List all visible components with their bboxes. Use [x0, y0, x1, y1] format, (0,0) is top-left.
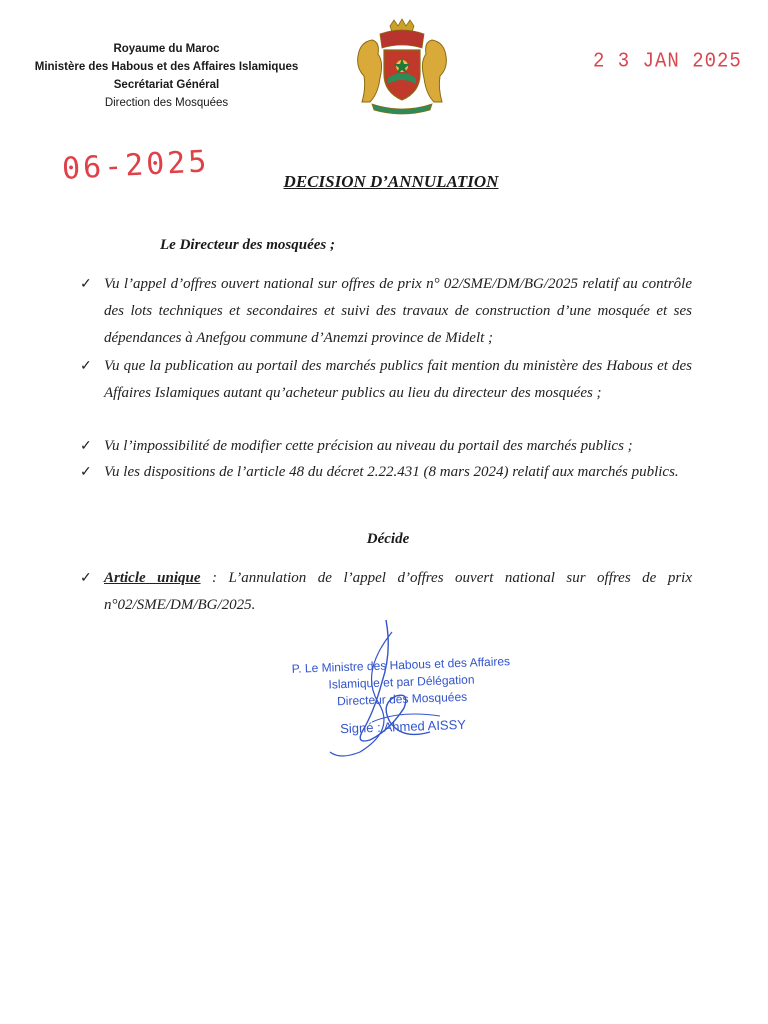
letterhead	[14, 40, 319, 112]
signature-block	[281, 653, 524, 739]
article-separator: :	[200, 570, 229, 586]
consideration-item	[80, 271, 692, 352]
article-text-block	[104, 565, 692, 619]
article-text: L’annulation de l’appel d’offres ouvert national sur offres de prix n°02/SME/DM/BG/2025.	[104, 570, 692, 613]
consideration-text: Vu que la publication au portail des marchés publics fait mention du ministère des Habous et des Affaires Islamiques autant qu’acheteur publics au lieu du directeur des mosquées ;	[104, 358, 692, 401]
royal-coat-of-arms-icon	[350, 18, 454, 118]
check-icon: ✓	[80, 571, 92, 586]
consideration-text: Vu l’impossibilité de modifier cette précision au niveau du portail des marchés publics ;	[104, 438, 633, 454]
signature-line-2: Islamique et par Délégation	[328, 672, 475, 692]
reference-number-stamp: 06-2025	[61, 144, 211, 187]
consideration-text: Vu l’appel d’offres ouvert national sur offres de prix n° 02/SME/DM/BG/2025 relatif au contrôle des lots techniques et secondaires et suivi des travaux de construction d’une mosquée et ses dépendances à Anefgou commune d’Anemzi province de Midelt ;	[104, 276, 692, 346]
article-label: Article unique	[104, 570, 201, 586]
letterhead-ministry: Ministère des Habous et des Affaires Islamiques	[34, 61, 299, 73]
consideration-item	[80, 463, 692, 482]
director-line: Le Directeur des mosquées ;	[160, 237, 335, 253]
signature-line-3: Directeur des Mosquées	[336, 689, 468, 709]
signature-line-4: Signé : Ahmed AISSY	[339, 716, 467, 737]
consideration-item	[80, 353, 692, 407]
check-icon: ✓	[80, 277, 92, 292]
consideration-text: Vu les dispositions de l’article 48 du décret 2.22.431 (8 mars 2024) relatif aux marchés publics.	[104, 464, 679, 480]
document-title: DECISION D’ANNULATION	[283, 172, 499, 191]
signature-line-1: P. Le Ministre des Habous et des Affaires	[291, 654, 511, 676]
check-icon: ✓	[80, 465, 92, 480]
date-stamp: 2 3 JAN 2025	[593, 48, 742, 74]
letterhead-kingdom: Royaume du Maroc	[113, 43, 220, 55]
article-item	[80, 565, 692, 619]
decision-heading: Décide	[366, 531, 410, 547]
check-icon: ✓	[80, 439, 92, 454]
consideration-item	[80, 433, 692, 460]
letterhead-direction: Direction des Mosquées	[104, 97, 229, 109]
letterhead-secretariat: Secrétariat Général	[113, 79, 220, 91]
check-icon: ✓	[80, 359, 92, 374]
